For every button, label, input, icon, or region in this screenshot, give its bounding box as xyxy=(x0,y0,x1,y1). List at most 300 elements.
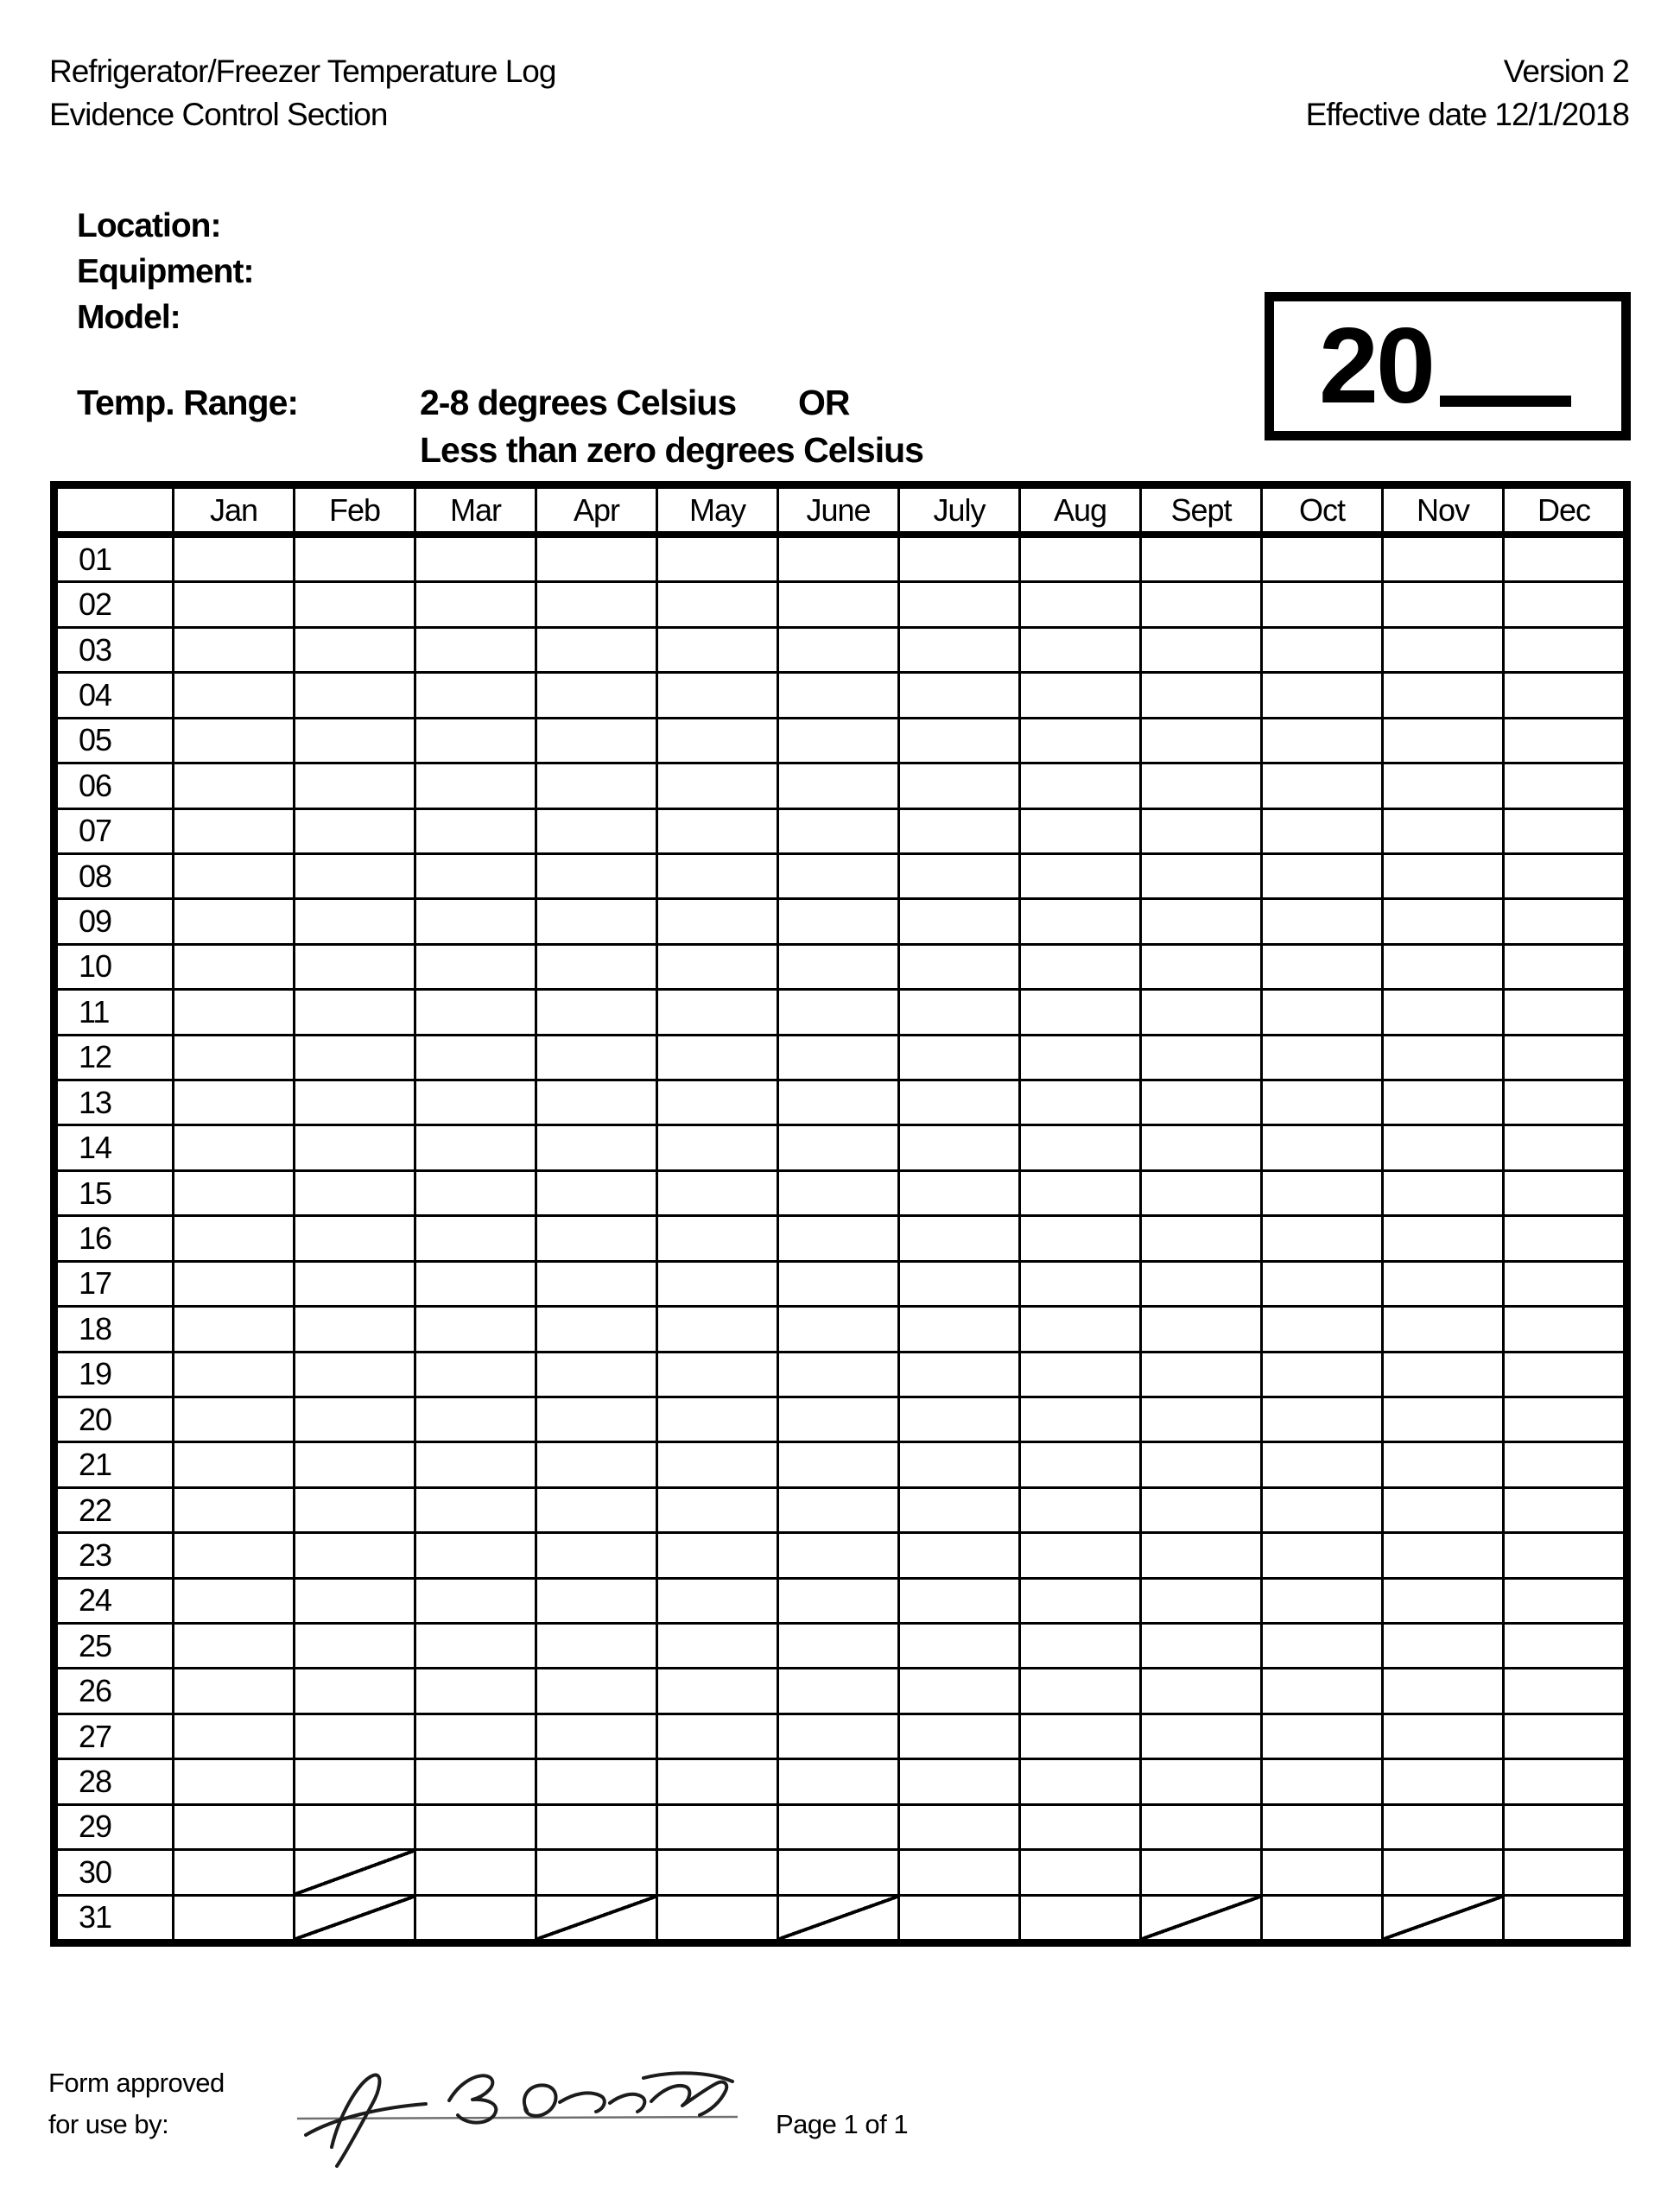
cell-31-jan xyxy=(174,1897,293,1939)
cell-23-july xyxy=(900,1534,1018,1576)
cell-05-may xyxy=(658,719,777,762)
cell-09-dec xyxy=(1505,900,1623,942)
cell-31-dec xyxy=(1505,1897,1623,1939)
cell-15-apr xyxy=(537,1172,656,1214)
cell-04-jan xyxy=(174,674,293,716)
month-header-sept: Sept xyxy=(1142,489,1260,535)
cell-12-sept xyxy=(1142,1036,1260,1079)
cell-08-apr xyxy=(537,855,656,897)
cell-25-jan xyxy=(174,1625,293,1667)
cell-13-apr xyxy=(537,1081,656,1124)
cell-19-june xyxy=(779,1353,897,1396)
cell-16-july xyxy=(900,1217,1018,1259)
cell-15-mar xyxy=(416,1172,535,1214)
cell-18-mar xyxy=(416,1308,535,1350)
cell-10-june xyxy=(779,946,897,988)
cell-28-mar xyxy=(416,1760,535,1802)
cell-08-oct xyxy=(1263,855,1381,897)
cell-02-oct xyxy=(1263,583,1381,625)
cell-28-sept xyxy=(1142,1760,1260,1802)
cell-04-nov xyxy=(1384,674,1502,716)
cell-07-mar xyxy=(416,810,535,852)
cell-11-july xyxy=(900,991,1018,1033)
day-label-18: 18 xyxy=(58,1308,172,1350)
cell-03-july xyxy=(900,629,1018,671)
cell-05-apr xyxy=(537,719,656,762)
cell-14-sept xyxy=(1142,1126,1260,1169)
cell-06-nov xyxy=(1384,764,1502,807)
day-label-17: 17 xyxy=(58,1263,172,1305)
cell-13-feb xyxy=(295,1081,414,1124)
cell-09-july xyxy=(900,900,1018,942)
cell-08-jan xyxy=(174,855,293,897)
cell-22-may xyxy=(658,1489,777,1531)
cell-15-may xyxy=(658,1172,777,1214)
cell-29-apr xyxy=(537,1806,656,1848)
cell-16-mar xyxy=(416,1217,535,1259)
cell-18-oct xyxy=(1263,1308,1381,1350)
cell-15-dec xyxy=(1505,1172,1623,1214)
cell-02-nov xyxy=(1384,583,1502,625)
cell-04-apr xyxy=(537,674,656,716)
cell-27-feb xyxy=(295,1715,414,1758)
cell-06-mar xyxy=(416,764,535,807)
cell-13-aug xyxy=(1021,1081,1139,1124)
cell-01-dec xyxy=(1505,538,1623,580)
cell-04-aug xyxy=(1021,674,1139,716)
cell-05-nov xyxy=(1384,719,1502,762)
cell-23-sept xyxy=(1142,1534,1260,1576)
day-label-31: 31 xyxy=(58,1897,172,1939)
day-label-14: 14 xyxy=(58,1126,172,1169)
cell-09-june xyxy=(779,900,897,942)
cell-11-june xyxy=(779,991,897,1033)
cell-21-aug xyxy=(1021,1443,1139,1486)
cell-14-june xyxy=(779,1126,897,1169)
cell-29-feb xyxy=(295,1806,414,1848)
cell-07-nov xyxy=(1384,810,1502,852)
cell-24-jan xyxy=(174,1580,293,1622)
cell-01-june xyxy=(779,538,897,580)
cell-03-nov xyxy=(1384,629,1502,671)
cell-26-jan xyxy=(174,1669,293,1712)
cell-21-nov xyxy=(1384,1443,1502,1486)
cell-25-may xyxy=(658,1625,777,1667)
cell-11-dec xyxy=(1505,991,1623,1033)
cell-14-may xyxy=(658,1126,777,1169)
cell-27-june xyxy=(779,1715,897,1758)
cell-04-feb xyxy=(295,674,414,716)
cell-16-may xyxy=(658,1217,777,1259)
cell-03-aug xyxy=(1021,629,1139,671)
cell-27-apr xyxy=(537,1715,656,1758)
cell-06-dec xyxy=(1505,764,1623,807)
cell-12-july xyxy=(900,1036,1018,1079)
cell-10-nov xyxy=(1384,946,1502,988)
cell-20-mar xyxy=(416,1398,535,1441)
day-label-12: 12 xyxy=(58,1036,172,1079)
cell-04-mar xyxy=(416,674,535,716)
day-label-13: 13 xyxy=(58,1081,172,1124)
cell-11-may xyxy=(658,991,777,1033)
cell-07-apr xyxy=(537,810,656,852)
cell-20-june xyxy=(779,1398,897,1441)
cell-30-apr xyxy=(537,1851,656,1893)
cell-05-jan xyxy=(174,719,293,762)
signature xyxy=(285,2061,751,2190)
cell-22-dec xyxy=(1505,1489,1623,1531)
cell-23-may xyxy=(658,1534,777,1576)
cell-28-dec xyxy=(1505,1760,1623,1802)
cell-12-feb xyxy=(295,1036,414,1079)
cell-11-sept xyxy=(1142,991,1260,1033)
cell-01-sept xyxy=(1142,538,1260,580)
cell-31-nov xyxy=(1384,1897,1502,1939)
cell-29-mar xyxy=(416,1806,535,1848)
cell-15-aug xyxy=(1021,1172,1139,1214)
cell-16-oct xyxy=(1263,1217,1381,1259)
cell-13-mar xyxy=(416,1081,535,1124)
day-label-30: 30 xyxy=(58,1851,172,1893)
cell-13-may xyxy=(658,1081,777,1124)
cell-18-aug xyxy=(1021,1308,1139,1350)
year-box xyxy=(1265,292,1631,440)
cell-21-feb xyxy=(295,1443,414,1486)
cell-23-june xyxy=(779,1534,897,1576)
day-label-11: 11 xyxy=(58,991,172,1033)
cell-30-may xyxy=(658,1851,777,1893)
cell-15-oct xyxy=(1263,1172,1381,1214)
page-number-label: Page 1 of 1 xyxy=(776,2109,909,2139)
cell-22-nov xyxy=(1384,1489,1502,1531)
cell-23-jan xyxy=(174,1534,293,1576)
cell-20-dec xyxy=(1505,1398,1623,1441)
cell-21-may xyxy=(658,1443,777,1486)
cell-29-oct xyxy=(1263,1806,1381,1848)
cell-08-feb xyxy=(295,855,414,897)
cell-26-nov xyxy=(1384,1669,1502,1712)
cell-01-may xyxy=(658,538,777,580)
cell-27-nov xyxy=(1384,1715,1502,1758)
cell-16-nov xyxy=(1384,1217,1502,1259)
cell-03-apr xyxy=(537,629,656,671)
cell-01-feb xyxy=(295,538,414,580)
cell-04-may xyxy=(658,674,777,716)
cell-30-mar xyxy=(416,1851,535,1893)
day-label-23: 23 xyxy=(58,1534,172,1576)
cell-15-sept xyxy=(1142,1172,1260,1214)
cell-15-july xyxy=(900,1172,1018,1214)
cell-27-aug xyxy=(1021,1715,1139,1758)
day-label-09: 09 xyxy=(58,900,172,942)
cell-21-mar xyxy=(416,1443,535,1486)
temp-range-option1: 2-8 degrees Celsius xyxy=(420,383,737,422)
cell-07-dec xyxy=(1505,810,1623,852)
day-label-26: 26 xyxy=(58,1669,172,1712)
cell-30-jan xyxy=(174,1851,293,1893)
cell-10-aug xyxy=(1021,946,1139,988)
cell-12-nov xyxy=(1384,1036,1502,1079)
cell-17-jan xyxy=(174,1263,293,1305)
cell-10-feb xyxy=(295,946,414,988)
cell-09-sept xyxy=(1142,900,1260,942)
cell-20-sept xyxy=(1142,1398,1260,1441)
cell-21-apr xyxy=(537,1443,656,1486)
cell-12-oct xyxy=(1263,1036,1381,1079)
cell-21-jan xyxy=(174,1443,293,1486)
cell-25-dec xyxy=(1505,1625,1623,1667)
cell-29-jan xyxy=(174,1806,293,1848)
cell-14-feb xyxy=(295,1126,414,1169)
version-label: Version 2 xyxy=(1503,54,1629,89)
month-header-apr: Apr xyxy=(537,489,656,535)
cell-21-sept xyxy=(1142,1443,1260,1486)
cell-28-june xyxy=(779,1760,897,1802)
day-label-27: 27 xyxy=(58,1715,172,1758)
cell-24-oct xyxy=(1263,1580,1381,1622)
cell-19-oct xyxy=(1263,1353,1381,1396)
cell-06-sept xyxy=(1142,764,1260,807)
cell-26-june xyxy=(779,1669,897,1712)
cell-07-may xyxy=(658,810,777,852)
cell-20-oct xyxy=(1263,1398,1381,1441)
cell-18-dec xyxy=(1505,1308,1623,1350)
cell-06-aug xyxy=(1021,764,1139,807)
form-approved-line1: Form approved xyxy=(48,2068,225,2098)
cell-12-aug xyxy=(1021,1036,1139,1079)
day-label-22: 22 xyxy=(58,1489,172,1531)
cell-12-jan xyxy=(174,1036,293,1079)
cell-27-oct xyxy=(1263,1715,1381,1758)
cell-13-sept xyxy=(1142,1081,1260,1124)
cell-11-oct xyxy=(1263,991,1381,1033)
cell-07-oct xyxy=(1263,810,1381,852)
cell-04-oct xyxy=(1263,674,1381,716)
cell-19-may xyxy=(658,1353,777,1396)
cell-24-apr xyxy=(537,1580,656,1622)
cell-19-sept xyxy=(1142,1353,1260,1396)
cell-18-feb xyxy=(295,1308,414,1350)
cell-24-sept xyxy=(1142,1580,1260,1622)
cell-11-mar xyxy=(416,991,535,1033)
cell-11-jan xyxy=(174,991,293,1033)
year-prefix: 20 xyxy=(1319,307,1433,426)
cell-11-feb xyxy=(295,991,414,1033)
cell-29-nov xyxy=(1384,1806,1502,1848)
cell-03-jan xyxy=(174,629,293,671)
cell-29-dec xyxy=(1505,1806,1623,1848)
cell-27-dec xyxy=(1505,1715,1623,1758)
day-label-08: 08 xyxy=(58,855,172,897)
cell-16-sept xyxy=(1142,1217,1260,1259)
cell-25-june xyxy=(779,1625,897,1667)
cell-13-june xyxy=(779,1081,897,1124)
cell-24-june xyxy=(779,1580,897,1622)
day-label-25: 25 xyxy=(58,1625,172,1667)
cell-08-mar xyxy=(416,855,535,897)
cell-31-july xyxy=(900,1897,1018,1939)
cell-07-july xyxy=(900,810,1018,852)
cell-23-oct xyxy=(1263,1534,1381,1576)
month-header-july: July xyxy=(900,489,1018,535)
cell-28-jan xyxy=(174,1760,293,1802)
cell-13-oct xyxy=(1263,1081,1381,1124)
cell-13-july xyxy=(900,1081,1018,1124)
cell-12-june xyxy=(779,1036,897,1079)
cell-11-aug xyxy=(1021,991,1139,1033)
cell-31-apr xyxy=(537,1897,656,1939)
cell-14-apr xyxy=(537,1126,656,1169)
temp-range-label: Temp. Range: xyxy=(77,383,299,422)
cell-04-dec xyxy=(1505,674,1623,716)
cell-24-mar xyxy=(416,1580,535,1622)
cell-04-june xyxy=(779,674,897,716)
cell-28-july xyxy=(900,1760,1018,1802)
cell-06-apr xyxy=(537,764,656,807)
cell-25-sept xyxy=(1142,1625,1260,1667)
cell-29-june xyxy=(779,1806,897,1848)
cell-28-may xyxy=(658,1760,777,1802)
cell-02-aug xyxy=(1021,583,1139,625)
cell-23-aug xyxy=(1021,1534,1139,1576)
cell-18-apr xyxy=(537,1308,656,1350)
month-header-nov: Nov xyxy=(1384,489,1502,535)
cell-18-june xyxy=(779,1308,897,1350)
cell-18-nov xyxy=(1384,1308,1502,1350)
form-subtitle: Evidence Control Section xyxy=(49,97,388,132)
cell-02-jan xyxy=(174,583,293,625)
day-label-29: 29 xyxy=(58,1806,172,1848)
cell-30-nov xyxy=(1384,1851,1502,1893)
cell-24-aug xyxy=(1021,1580,1139,1622)
cell-17-july xyxy=(900,1263,1018,1305)
cell-05-dec xyxy=(1505,719,1623,762)
cell-29-may xyxy=(658,1806,777,1848)
cell-24-may xyxy=(658,1580,777,1622)
cell-01-oct xyxy=(1263,538,1381,580)
cell-14-dec xyxy=(1505,1126,1623,1169)
cell-26-feb xyxy=(295,1669,414,1712)
cell-18-july xyxy=(900,1308,1018,1350)
cell-02-may xyxy=(658,583,777,625)
cell-08-july xyxy=(900,855,1018,897)
cell-02-july xyxy=(900,583,1018,625)
cell-21-july xyxy=(900,1443,1018,1486)
cell-07-june xyxy=(779,810,897,852)
cell-08-dec xyxy=(1505,855,1623,897)
cell-08-nov xyxy=(1384,855,1502,897)
cell-07-aug xyxy=(1021,810,1139,852)
cell-17-feb xyxy=(295,1263,414,1305)
cell-19-aug xyxy=(1021,1353,1139,1396)
day-label-24: 24 xyxy=(58,1580,172,1622)
cell-06-jan xyxy=(174,764,293,807)
cell-25-feb xyxy=(295,1625,414,1667)
cell-05-mar xyxy=(416,719,535,762)
cell-10-may xyxy=(658,946,777,988)
cell-02-apr xyxy=(537,583,656,625)
cell-22-oct xyxy=(1263,1489,1381,1531)
cell-26-aug xyxy=(1021,1669,1139,1712)
cell-03-june xyxy=(779,629,897,671)
cell-14-july xyxy=(900,1126,1018,1169)
cell-13-jan xyxy=(174,1081,293,1124)
month-header-june: June xyxy=(779,489,897,535)
month-header-dec: Dec xyxy=(1505,489,1623,535)
cell-24-dec xyxy=(1505,1580,1623,1622)
cell-09-may xyxy=(658,900,777,942)
cell-27-sept xyxy=(1142,1715,1260,1758)
cell-25-oct xyxy=(1263,1625,1381,1667)
cell-22-sept xyxy=(1142,1489,1260,1531)
cell-16-apr xyxy=(537,1217,656,1259)
cell-30-july xyxy=(900,1851,1018,1893)
cell-06-oct xyxy=(1263,764,1381,807)
cell-22-aug xyxy=(1021,1489,1139,1531)
day-label-02: 02 xyxy=(58,583,172,625)
cell-30-sept xyxy=(1142,1851,1260,1893)
cell-19-mar xyxy=(416,1353,535,1396)
cell-19-nov xyxy=(1384,1353,1502,1396)
cell-23-mar xyxy=(416,1534,535,1576)
cell-05-june xyxy=(779,719,897,762)
cell-30-june xyxy=(779,1851,897,1893)
temp-range-or: OR xyxy=(798,383,850,422)
cell-14-aug xyxy=(1021,1126,1139,1169)
cell-28-nov xyxy=(1384,1760,1502,1802)
cell-01-july xyxy=(900,538,1018,580)
cell-09-oct xyxy=(1263,900,1381,942)
signature-ink xyxy=(306,2073,732,2166)
cell-21-oct xyxy=(1263,1443,1381,1486)
cell-03-oct xyxy=(1263,629,1381,671)
cell-29-july xyxy=(900,1806,1018,1848)
cell-07-feb xyxy=(295,810,414,852)
cell-17-aug xyxy=(1021,1263,1139,1305)
form-title: Refrigerator/Freezer Temperature Log xyxy=(49,54,556,89)
cell-29-aug xyxy=(1021,1806,1139,1848)
cell-31-june xyxy=(779,1897,897,1939)
cell-10-dec xyxy=(1505,946,1623,988)
cell-12-apr xyxy=(537,1036,656,1079)
cell-17-may xyxy=(658,1263,777,1305)
cell-31-aug xyxy=(1021,1897,1139,1939)
temp-range-option2: Less than zero degrees Celsius xyxy=(420,430,923,470)
cell-20-nov xyxy=(1384,1398,1502,1441)
cell-16-june xyxy=(779,1217,897,1259)
day-label-01: 01 xyxy=(58,538,172,580)
cell-03-may xyxy=(658,629,777,671)
cell-14-nov xyxy=(1384,1126,1502,1169)
cell-25-mar xyxy=(416,1625,535,1667)
cell-12-mar xyxy=(416,1036,535,1079)
cell-24-nov xyxy=(1384,1580,1502,1622)
cell-28-aug xyxy=(1021,1760,1139,1802)
cell-24-feb xyxy=(295,1580,414,1622)
cell-22-june xyxy=(779,1489,897,1531)
cell-02-sept xyxy=(1142,583,1260,625)
form-approved-block xyxy=(48,2062,225,2145)
cell-16-jan xyxy=(174,1217,293,1259)
equipment-label: Equipment: xyxy=(77,253,254,290)
cell-02-june xyxy=(779,583,897,625)
cell-23-apr xyxy=(537,1534,656,1576)
cell-20-jan xyxy=(174,1398,293,1441)
cell-03-mar xyxy=(416,629,535,671)
cell-17-june xyxy=(779,1263,897,1305)
month-header-jan: Jan xyxy=(174,489,293,535)
cell-02-dec xyxy=(1505,583,1623,625)
